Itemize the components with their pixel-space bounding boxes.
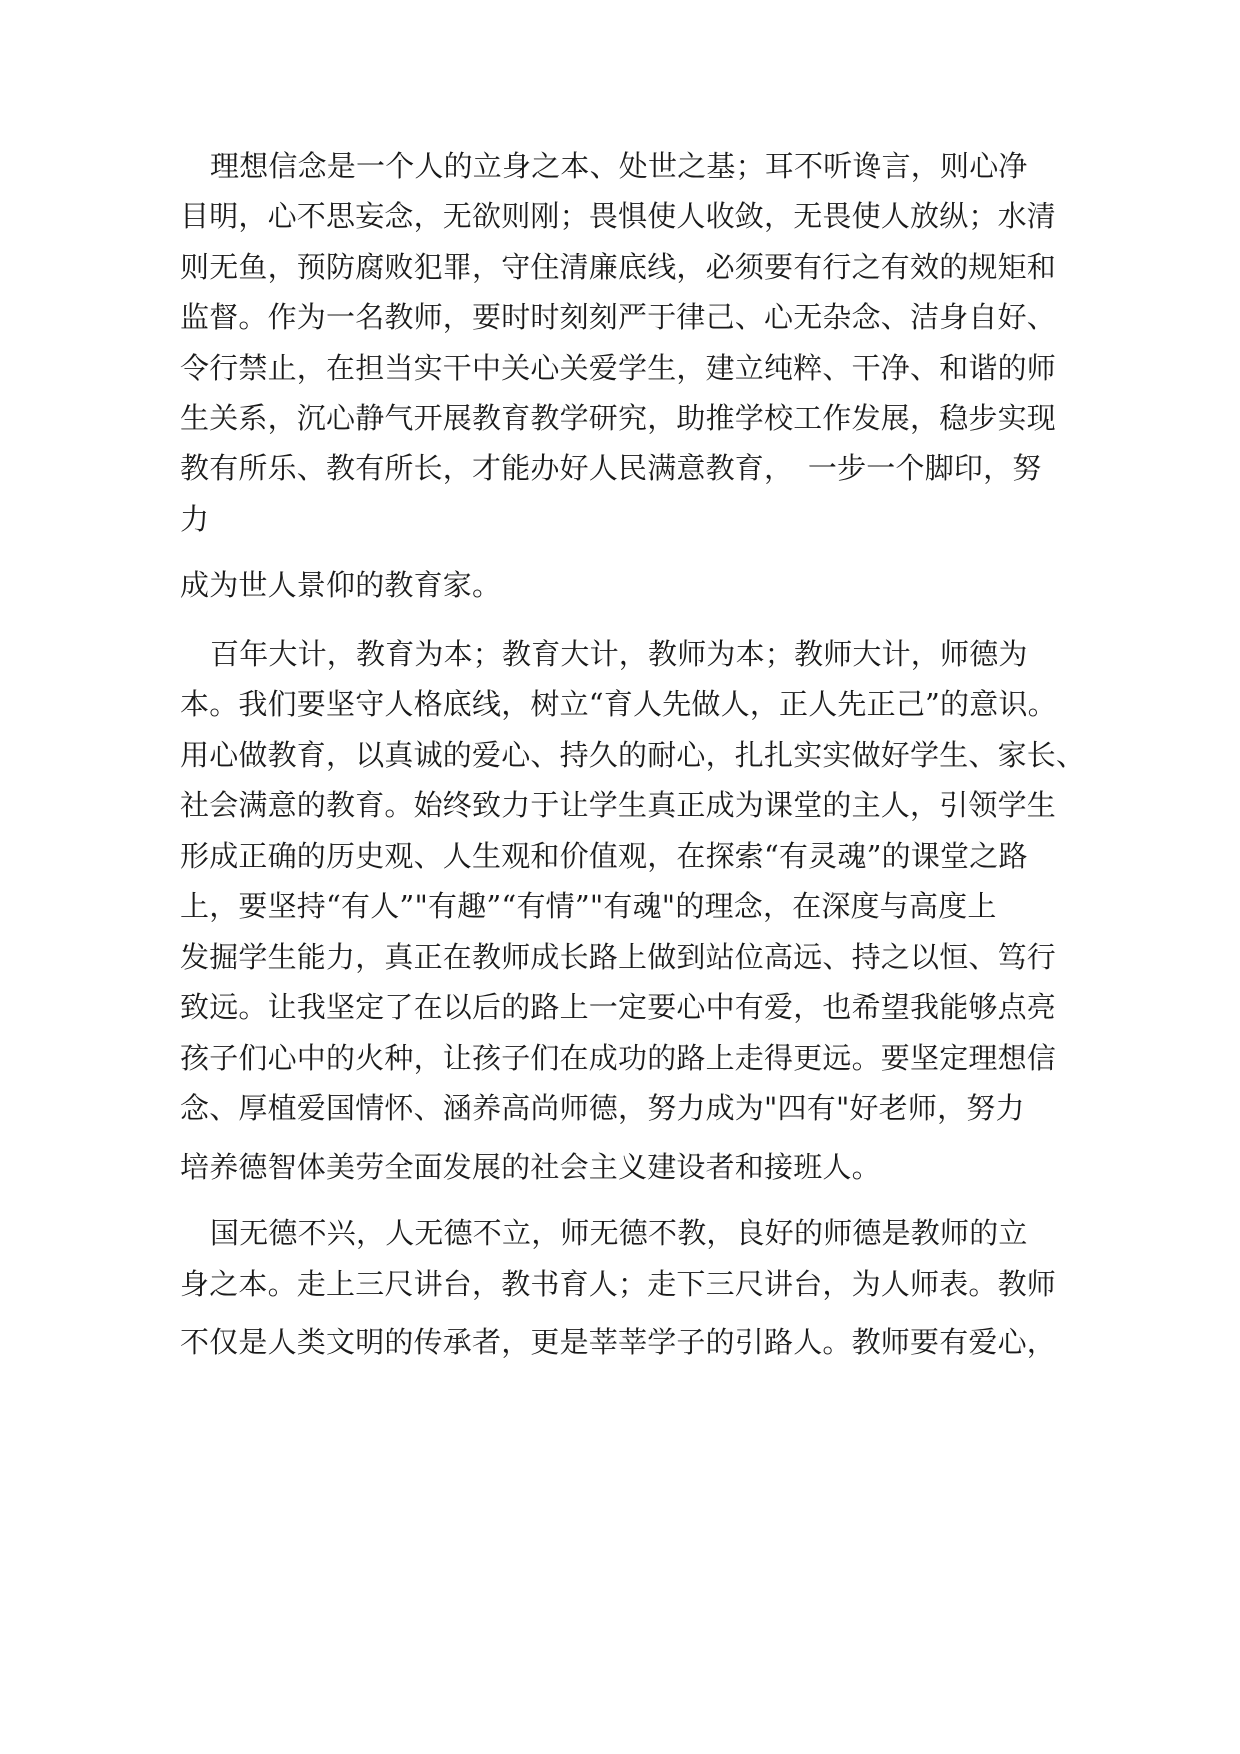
paragraph-2-line-6: 上，要坚持“有人”"有趣”“有情”"有魂"的理念，在深度与高度上 <box>180 889 997 923</box>
paragraph-1-line-9: 成为世人景仰的教育家。 <box>180 568 502 602</box>
paragraph-3-line-1: 国无德不兴，人无德不立，师无德不教，良好的师德是教师的立 <box>210 1216 1028 1250</box>
paragraph-2-line-3: 用心做教育，以真诚的爱心、持久的耐心，扎扎实实做好学生、家长、 <box>180 738 1086 772</box>
paragraph-1-line-7: 教有所乐、教有所长，才能办好人民满意教育， 一步一个脚印，努 <box>180 451 1042 485</box>
paragraph-2-line-4: 社会满意的教育。始终致力于让学生真正成为课堂的主人，引领学生 <box>180 788 1057 822</box>
paragraph-2-line-1: 百年大计，教育为本；教育大计，教师为本；教师大计，师德为 <box>210 637 1028 671</box>
paragraph-2-line-10: 念、厚植爱国情怀、涵养高尚师德，努力成为"四有"好老师，努力 <box>180 1091 1025 1125</box>
paragraph-3-line-2: 身之本。走上三尺讲台，教书育人；走下三尺讲台，为人师表。教师 <box>180 1267 1057 1301</box>
paragraph-1-line-6: 生关系，沉心静气开展教育教学研究，助推学校工作发展，稳步实现 <box>180 401 1057 435</box>
paragraph-2-line-11: 培养德智体美劳全面发展的社会主义建设者和接班人。 <box>180 1150 881 1184</box>
paragraph-1-line-3: 则无鱼，预防腐败犯罪，守住清廉底线，必须要有行之有效的规矩和 <box>180 250 1057 284</box>
paragraph-2-line-9: 孩子们心中的火种，让孩子们在成功的路上走得更远。要坚定理想信 <box>180 1041 1057 1075</box>
paragraph-2-line-7: 发掘学生能力，真正在教师成长路上做到站位高远、持之以恒、笃行 <box>180 940 1057 974</box>
paragraph-1-line-4: 监督。作为一名教师，要时时刻刻严于律己、心无杂念、洁身自好、 <box>180 300 1057 334</box>
paragraph-1-line-1: 理想信念是一个人的立身之本、处世之基；耳不听谗言，则心净 <box>210 149 1028 183</box>
paragraph-2-line-8: 致远。让我坚定了在以后的路上一定要心中有爱，也希望我能够点亮 <box>180 990 1057 1024</box>
paragraph-2-line-5: 形成正确的历史观、人生观和价值观，在探索“有灵魂”的课堂之路 <box>180 839 1028 873</box>
paragraph-1-line-5: 令行禁止，在担当实干中关心关爱学生，建立纯粹、干净、和谐的师 <box>180 351 1057 385</box>
paragraph-1-line-2: 目明，心不思妄念，无欲则刚；畏惧使人收敛，无畏使人放纵；水清 <box>180 199 1057 233</box>
paragraph-2-line-2: 本。我们要坚守人格底线，树立“育人先做人，正人先正己”的意识。 <box>180 687 1057 721</box>
paragraph-3-line-3: 不仅是人类文明的传承者，更是莘莘学子的引路人。教师要有爱心， <box>180 1325 1057 1359</box>
paragraph-1-line-8: 力 <box>180 502 210 536</box>
